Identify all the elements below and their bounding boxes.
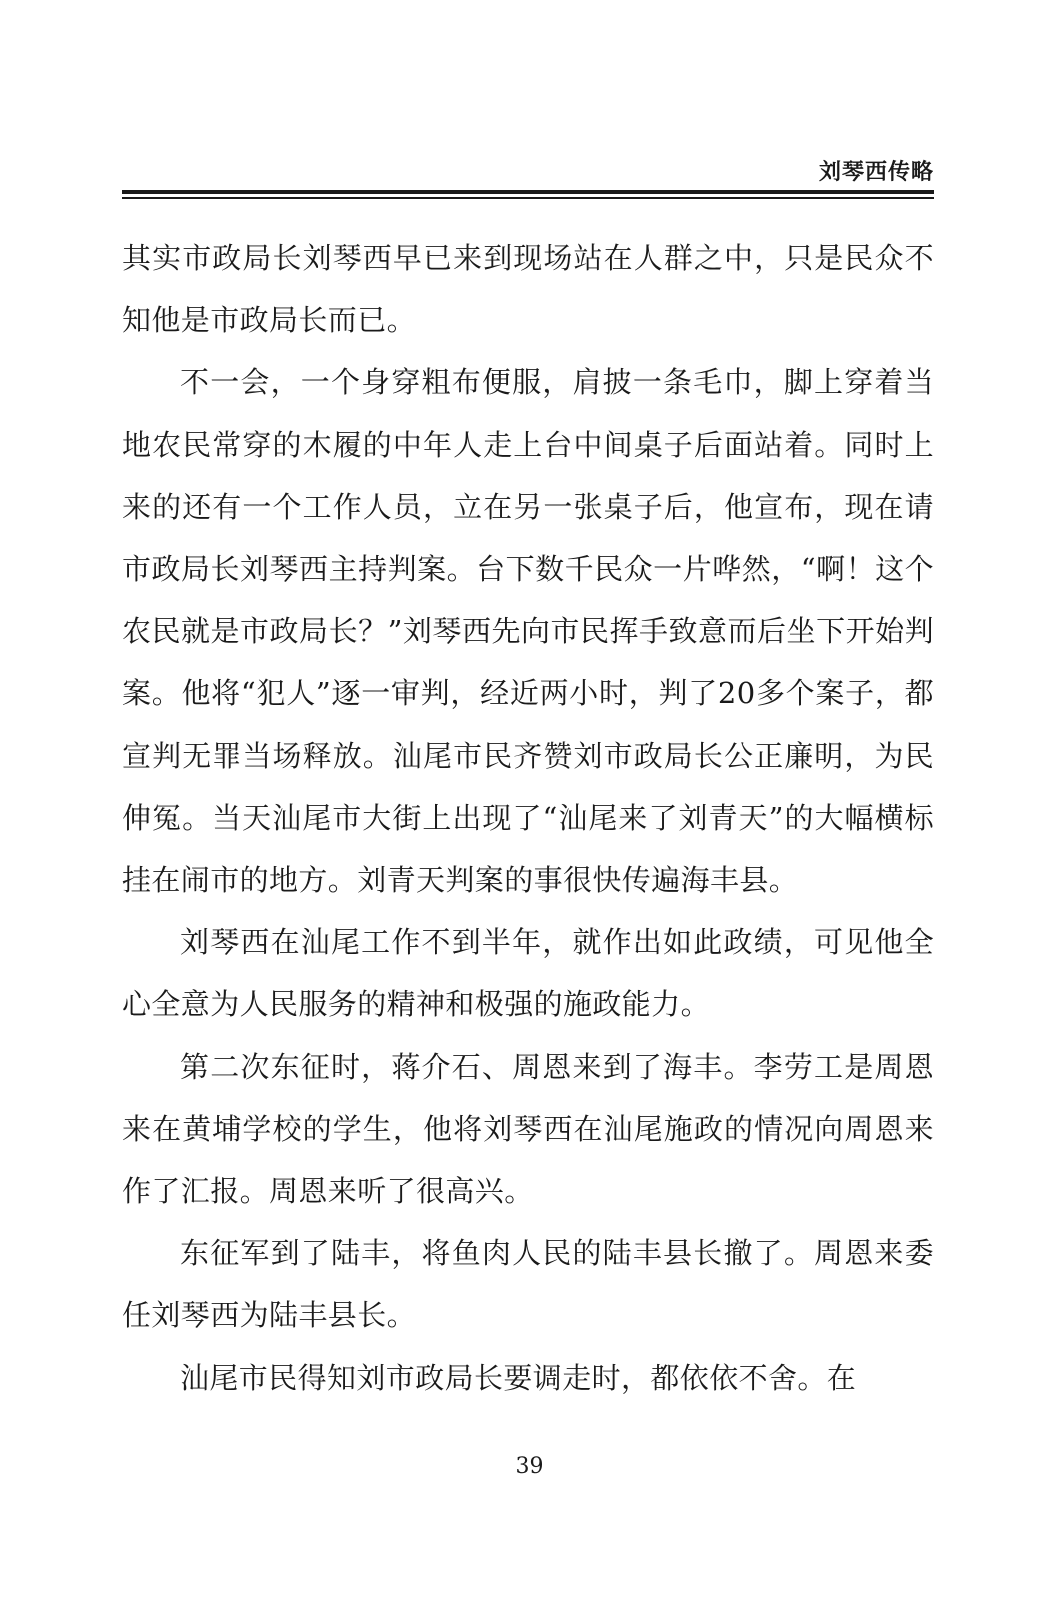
body-text <box>122 227 934 1409</box>
paragraph-5: 东征军到了陆丰，将鱼肉人民的陆丰县长撤了。周恩来委任刘琴西为陆丰县长。 <box>122 1236 934 1333</box>
running-title: 刘琴西传略 <box>818 160 934 185</box>
paragraph-2: 不一会，一个身穿粗布便服，肩披一条毛巾，脚上穿着当地农民常穿的木履的中年人走上台中间桌子后面站着。同时上来的还有一个工作人员，立在另一张桌子后，他宣布，现在请市政局长刘琴西主持判案。台下数千民众一片哗然，“啊！这个农民就是市政局长？”刘琴西先向市民挥手致意而后坐下开始判案。他将“犯人”逐一审判，经近两小时，判了20多个案子，都宣判无罪当场释放。汕尾市民齐赞刘市政局长公正廉明，为民伸冤。当天汕尾市大街上出现了“汕尾来了刘青天”的大幅横标挂在闹市的地方。刘青天判案的事很快传遍海丰县。 <box>122 365 934 898</box>
paragraph-3: 刘琴西在汕尾工作不到半年，就作出如此政绩，可见他全心全意为人民服务的精神和极强的施政能力。 <box>122 925 934 1022</box>
page-number: 39 <box>515 1454 544 1479</box>
paragraph-6: 汕尾市民得知刘市政局长要调走时，都依依不舍。在 <box>180 1360 857 1395</box>
paragraph-1: 其实市政局长刘琴西早已来到现场站在人群之中，只是民众不知他是市政局长而已。 <box>122 241 934 338</box>
header-rule-thin <box>122 197 934 199</box>
paragraph-4: 第二次东征时，蒋介石、周恩来到了海丰。李劳工是周恩来在黄埔学校的学生，他将刘琴西在汕尾施政的情况向周恩来作了汇报。周恩来听了很高兴。 <box>122 1049 934 1209</box>
header-rule-thick <box>122 190 934 194</box>
running-header <box>122 160 934 196</box>
